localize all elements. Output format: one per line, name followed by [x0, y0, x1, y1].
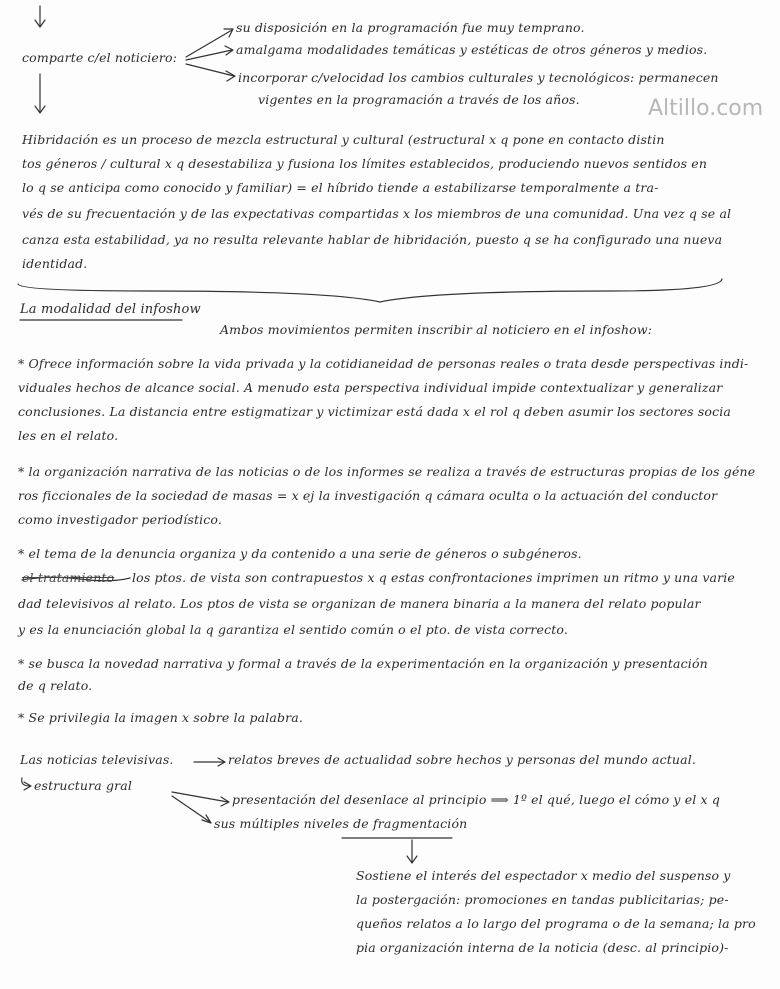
note-line3: queños relatos a lo largo del programa o de la semana; la pro	[356, 916, 756, 931]
hibridacion-line-6: identidad.	[22, 256, 88, 271]
item6-line1: * Se privilegia la imagen x sobre la palabra.	[18, 710, 303, 725]
estructura-sub1: presentación del desenlace al principio ⟹ 1º el qué, luego el cómo y el x q	[232, 792, 720, 807]
estructura-label: estructura gral	[34, 778, 133, 793]
item4-line3: y es la enunciación global la q garantiza el sentido común o el pto. de vista correcto.	[18, 622, 568, 637]
note-line2: la postergación: promociones en tandas publicitarias; pe-	[356, 892, 729, 907]
hibridacion-line-3: lo q se anticipa como conocido y familiar) = el híbrido tiende a estabilizarse temporalmente a tra-	[22, 180, 659, 195]
item1-line2: viduales hechos de alcance social. A menudo esta perspectiva individual impide contextualizar y generalizar	[18, 380, 723, 395]
hibridacion-line-2: tos géneros / cultural x q desestabiliza y fusiona los límites establecidos, produciendo nuevos sentidos en	[22, 156, 708, 171]
noticias-def: relatos breves de actualidad sobre hechos y personas del mundo actual.	[228, 752, 696, 767]
item1-line4: les en el relato.	[18, 428, 119, 443]
top-branch-2: amalgama modalidades temáticas y estéticas de otros géneros y medios.	[236, 42, 708, 57]
item2-line1: * la organización narrativa de las noticias o de los informes se realiza a través de estructuras propias de los géne	[18, 464, 756, 479]
noticias-label: Las noticias televisivas.	[20, 752, 174, 767]
infoshow-brace-note: Ambos movimientos permiten inscribir al noticiero en el infoshow:	[220, 322, 653, 337]
estructura-sub2: sus múltiples niveles de fragmentación	[214, 816, 468, 831]
item1-line3: conclusiones. La distancia entre estigmatizar y victimizar está dada x el rol q deben asumir los sectores socia	[18, 404, 731, 419]
hibridacion-line-1: Hibridación es un proceso de mezcla estructural y cultural (estructural x q pone en contacto distin	[22, 132, 665, 147]
item2-line2: ros ficcionales de la sociedad de masas = x ej la investigación q cámara oculta o la actuación del conductor	[18, 488, 718, 503]
struck-word: el tratamiento	[22, 570, 115, 585]
top-branch-1: su disposición en la programación fue muy temprano.	[236, 20, 585, 35]
top-label: comparte c/el noticiero:	[22, 50, 178, 65]
top-branch-3: incorporar c/velocidad los cambios culturales y tecnológicos: permanecen	[238, 70, 719, 85]
item4-line1: los ptos. de vista son contrapuestos x q estas confrontaciones imprimen un ritmo y una varie	[132, 570, 735, 585]
item5-line2: de q relato.	[18, 678, 93, 693]
watermark: Altillo.com	[648, 96, 764, 121]
infoshow-title: La modalidad del infoshow	[20, 302, 201, 317]
item3-line1: * el tema de la denuncia organiza y da contenido a una serie de géneros o subgéneros.	[18, 546, 582, 561]
item2-line3: como investigador periodístico.	[18, 512, 223, 527]
item5-line1: * se busca la novedad narrativa y formal a través de la experimentación en la organización y presentación	[18, 656, 708, 671]
hibridacion-line-4: vés de su frecuentación y de las expectativas compartidas x los miembros de una comunidad. Una vez q se al	[22, 206, 732, 221]
item4-line2: dad televisivos al relato. Los ptos de vista se organizan de manera binaria a la manera del relato popular	[18, 596, 701, 611]
note-line1: Sostiene el interés del espectador x medio del suspenso y	[356, 868, 731, 883]
note-line4: pia organización interna de la noticia (desc. al principio)-	[356, 940, 729, 955]
item1-line1: * Ofrece información sobre la vida privada y la cotidianeidad de personas reales o trata desde perspectivas indi-	[18, 356, 749, 371]
hibridacion-line-5: canza esta estabilidad, ya no resulta relevante hablar de hibridación, puesto q se ha configurado una nueva	[22, 232, 723, 247]
top-branch-4: vigentes en la programación a través de los años.	[258, 92, 580, 107]
